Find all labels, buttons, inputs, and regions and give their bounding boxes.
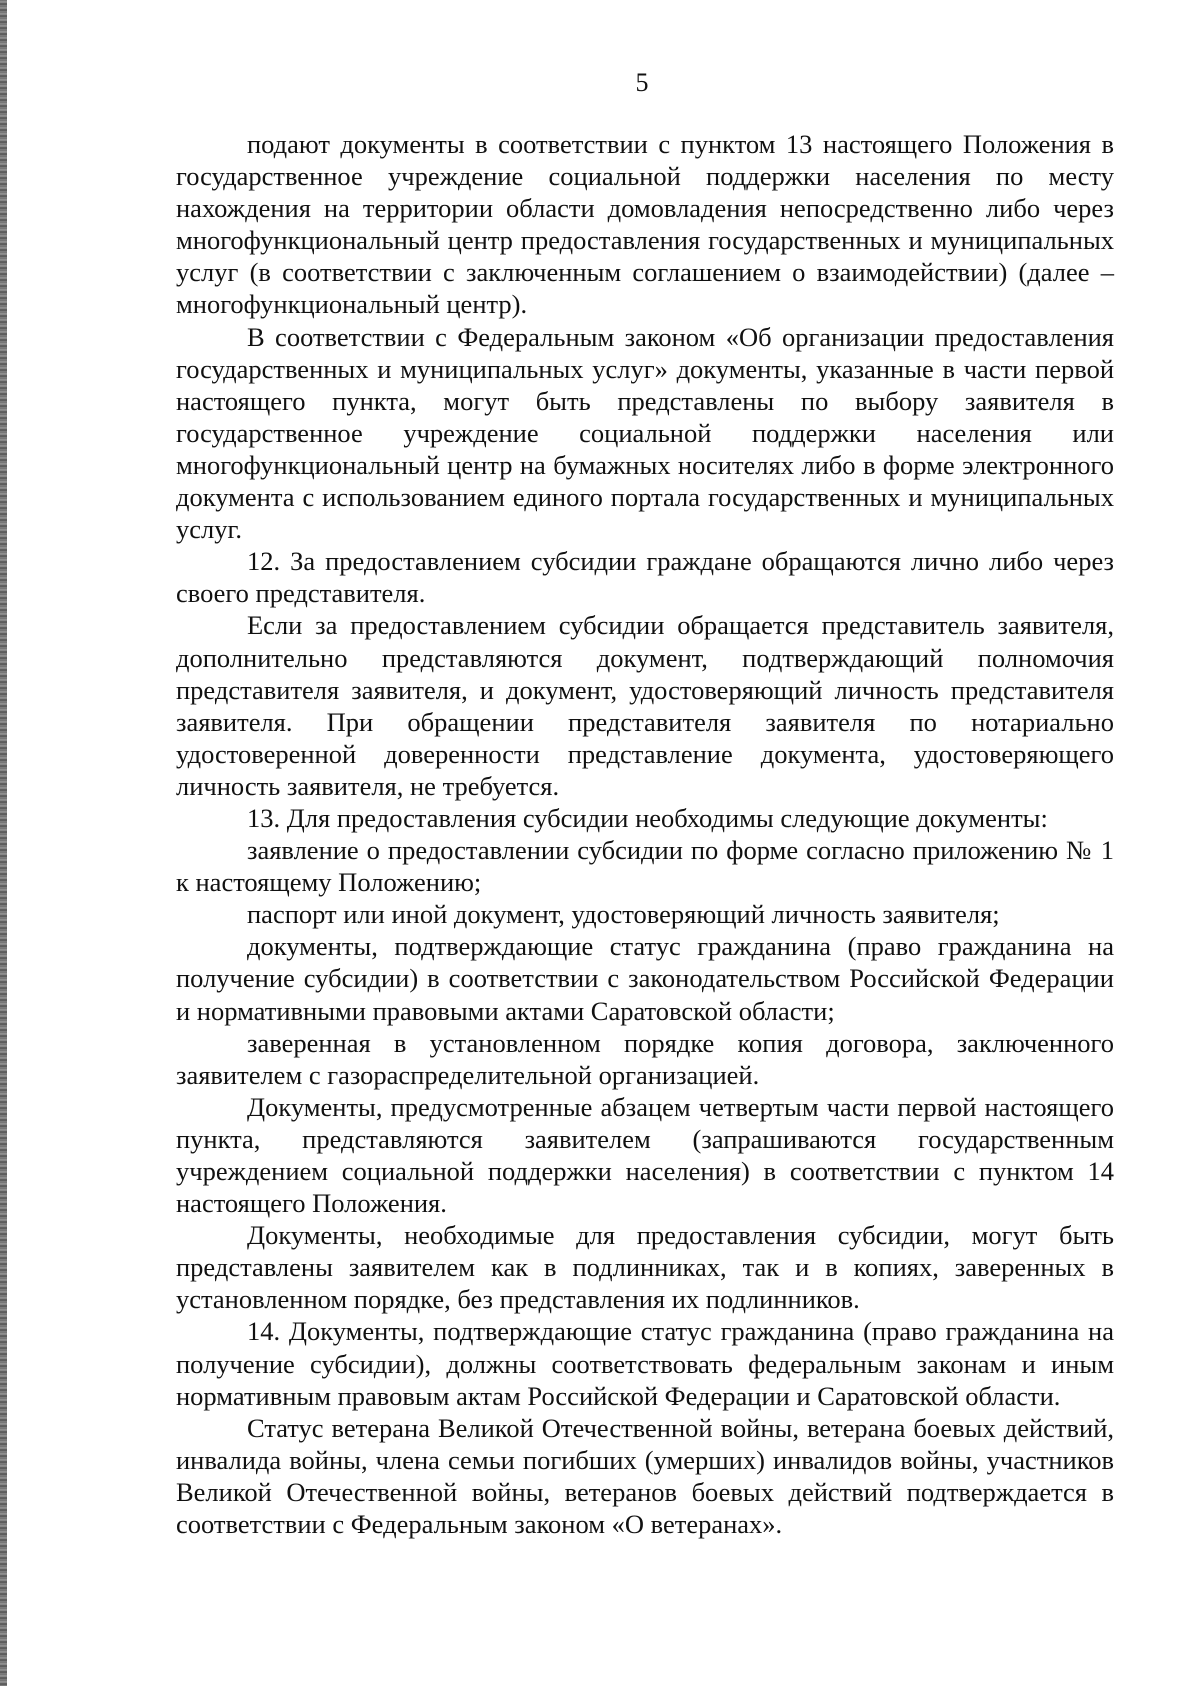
paragraph: подают документы в соответствии с пунктом 13 настоящего Положения в государственное учреждение социальной поддержки населения по месту нахождения на территории области домовладения непосредственно либо через многофункциональный центр предоставления государственных и муниципальных услуг (в соответствии с заключенным соглашением о взаимодействии) (далее – многофункциональный центр). — [176, 129, 1114, 320]
paragraph: Если за предоставлением субсидии обращается представитель заявителя, дополнительно представляются документ, подтверждающий полномочия представителя заявителя, и документ, удостоверяющий личность представителя заявителя. При обращении представителя заявителя по нотариально удостоверенной доверенности представление документа, удостоверяющего личность заявителя, не требуется. — [176, 610, 1114, 801]
scan-edge — [0, 0, 7, 1686]
paragraph: Документы, необходимые для предоставления субсидии, могут быть представлены заявителем как в подлинниках, так и в копиях, заверенных в установленном порядке, без представления их подлинников. — [176, 1220, 1114, 1315]
paragraph: документы, подтверждающие статус гражданина (право гражданина на получение субсидии) в соответствии с законодательством Российской Федерации и нормативными правовыми актами Саратовской области; — [176, 931, 1114, 1026]
paragraph: В соответствии с Федеральным законом «Об организации предоставления государственных и муниципальных услуг» документы, указанные в части первой настоящего пункта, могут быть представлены по выбору заявителя в государственное учреждение социальной поддержки населения или многофункциональный центр на бумажных носителях либо в форме электронного документа с использованием единого портала государственных и муниципальных услуг. — [176, 321, 1114, 545]
page-number: 5 — [635, 68, 649, 97]
paragraph: паспорт или иной документ, удостоверяющий личность заявителя; — [247, 899, 1000, 930]
paragraph: 13. Для предоставления субсидии необходимы следующие документы: — [247, 802, 1048, 833]
paragraph: заверенная в установленном порядке копия договора, заключенного заявителем с газораспределительной организацией. — [176, 1027, 1114, 1090]
document-body — [176, 128, 1114, 1540]
paragraph: 14. Документы, подтверждающие статус гражданина (право гражданина на получение субсидии), должны соответствовать федеральным законам и иным нормативным правовым актам Российской Федерации и Саратовской области. — [176, 1316, 1114, 1411]
paragraph: 12. За предоставлением субсидии граждане обращаются лично либо через своего представителя. — [176, 546, 1114, 609]
paragraph: Статус ветерана Великой Отечественной войны, ветерана боевых действий, инвалида войны, члена семьи погибших (умерших) инвалидов войны, участников Великой Отечественной войны, ветеранов боевых действий подтверждается в соответствии с Федеральным законом «О ветеранах». — [176, 1412, 1114, 1540]
paragraph: Документы, предусмотренные абзацем четвертым части первой настоящего пункта, представляются заявителем (запрашиваются государственным учреждением социальной поддержки населения) в соответствии с пунктом 14 настоящего Положения. — [176, 1091, 1114, 1219]
paragraph: заявление о предоставлении субсидии по форме согласно приложению № 1 к настоящему Положению; — [176, 835, 1114, 898]
